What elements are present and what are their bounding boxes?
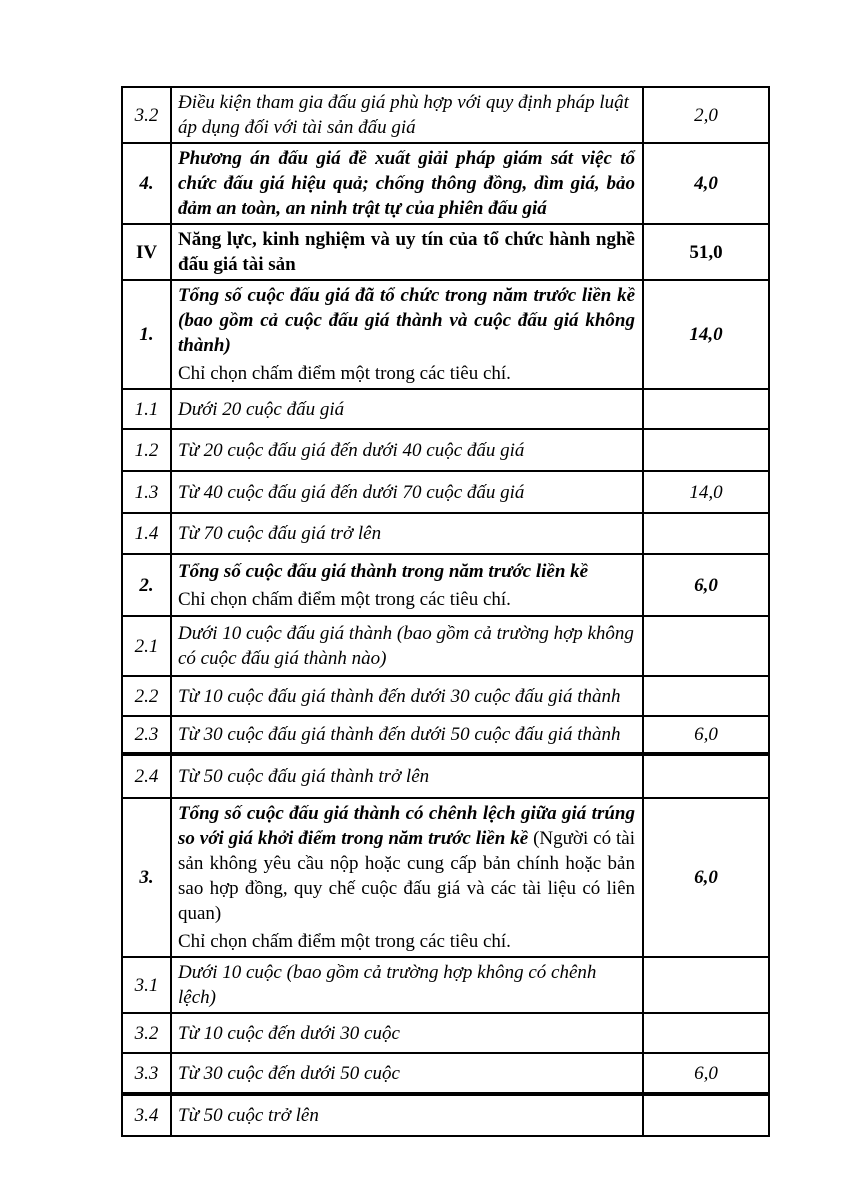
criterion-title: Phương án đấu giá đề xuất giải pháp giám sát việc tổ chức đấu giá hiệu quả; chống thông đồng, dìm giá, bảo đảm an toàn, an ninh trật tự của phiên đấu giá (178, 148, 635, 219)
score-cell: 6,0 (643, 554, 769, 616)
criterion-cell (171, 87, 643, 143)
criterion-text: Điều kiện tham gia đấu giá phù hợp với quy định pháp luật áp dụng đối với tài sản đấu giá (178, 92, 629, 138)
table-row (122, 1013, 769, 1053)
row-number: 4. (122, 143, 171, 224)
row-number: 2.3 (122, 716, 171, 754)
table-row (122, 1094, 769, 1136)
criterion-note: Chỉ chọn chấm điểm một trong các tiêu chí. (178, 931, 511, 952)
criterion-cell (171, 754, 643, 798)
criterion-text: Từ 20 cuộc đấu giá đến dưới 40 cuộc đấu giá (178, 439, 525, 461)
criterion-text: Từ 10 cuộc đến dưới 30 cuộc (178, 1022, 400, 1044)
scoring-table-container (121, 86, 768, 1137)
table-row (122, 429, 769, 471)
table-row (122, 616, 769, 676)
row-number: 1.1 (122, 389, 171, 429)
criterion-cell (171, 389, 643, 429)
criterion-text: Từ 50 cuộc trở lên (178, 1105, 319, 1126)
criterion-cell (171, 513, 643, 554)
row-number: 1.2 (122, 429, 171, 471)
scoring-table (121, 86, 770, 1137)
table-row (122, 513, 769, 554)
score-cell: 51,0 (643, 224, 769, 280)
criterion-cell (171, 1053, 643, 1094)
criterion-cell (171, 676, 643, 716)
table-row (122, 798, 769, 957)
row-number: 3. (122, 798, 171, 957)
criterion-cell (171, 1094, 643, 1136)
table-row (122, 224, 769, 280)
criterion-title: Tổng số cuộc đấu giá đã tổ chức trong năm trước liền kề (bao gồm cả cuộc đấu giá thành và cuộc đấu giá không thành) (178, 285, 635, 356)
criterion-cell (171, 957, 643, 1013)
score-cell (643, 957, 769, 1013)
criterion-cell (171, 798, 643, 957)
row-number: 3.1 (122, 957, 171, 1013)
score-cell: 14,0 (643, 471, 769, 513)
criterion-paragraph (178, 801, 635, 926)
criterion-cell (171, 1013, 643, 1053)
table-row (122, 87, 769, 143)
row-number: 2.1 (122, 616, 171, 676)
criterion-note: Chỉ chọn chấm điểm một trong các tiêu chí. (178, 588, 511, 610)
row-number: 3.3 (122, 1053, 171, 1094)
criterion-title: Tổng số cuộc đấu giá thành có chênh lệch giữa giá trúng so với giá khởi điểm trong năm trước liền kề (178, 803, 635, 849)
criterion-cell (171, 224, 643, 280)
criterion-text: Dưới 20 cuộc đấu giá (178, 398, 345, 420)
row-number: 1. (122, 280, 171, 389)
criterion-cell (171, 616, 643, 676)
row-number: 1.3 (122, 471, 171, 513)
criterion-text: Từ 30 cuộc đến dưới 50 cuộc (178, 1062, 400, 1084)
score-cell: 4,0 (643, 143, 769, 224)
table-row (122, 280, 769, 389)
row-number: 3.4 (122, 1094, 171, 1136)
score-cell: 14,0 (643, 280, 769, 389)
criterion-note: Chỉ chọn chấm điểm một trong các tiêu chí. (178, 363, 511, 384)
table-row (122, 1053, 769, 1094)
criterion-parenthetical: (Người có tài sản không yêu cầu nộp hoặc cung cấp bản chính hoặc bản sao hợp đồng, quy chế cuộc đấu giá và các tài liệu có liên quan) (178, 828, 635, 924)
criterion-title: Tổng số cuộc đấu giá thành trong năm trước liền kề (178, 560, 589, 582)
table-row (122, 471, 769, 513)
table-row (122, 143, 769, 224)
criterion-text: Từ 50 cuộc đấu giá thành trở lên (178, 766, 430, 787)
criterion-text: Từ 70 cuộc đấu giá trở lên (178, 523, 382, 544)
score-cell: 6,0 (643, 798, 769, 957)
criterion-cell (171, 716, 643, 754)
table-row (122, 716, 769, 754)
criterion-text: Từ 40 cuộc đấu giá đến dưới 70 cuộc đấu giá (178, 481, 525, 503)
criterion-cell (171, 429, 643, 471)
row-number: IV (122, 224, 171, 280)
criterion-cell (171, 554, 643, 616)
table-row (122, 554, 769, 616)
score-cell (643, 676, 769, 716)
score-cell (643, 429, 769, 471)
score-cell (643, 513, 769, 554)
row-number: 2.4 (122, 754, 171, 798)
score-cell (643, 1094, 769, 1136)
criterion-cell (171, 280, 643, 389)
table-row (122, 389, 769, 429)
score-cell (643, 389, 769, 429)
score-cell (643, 616, 769, 676)
table-row (122, 957, 769, 1013)
row-number: 3.2 (122, 1013, 171, 1053)
score-cell: 2,0 (643, 87, 769, 143)
criterion-text: Dưới 10 cuộc (bao gồm cả trường hợp không có chênh lệch) (178, 962, 597, 1008)
row-number: 2. (122, 554, 171, 616)
table-row (122, 676, 769, 716)
row-number: 3.2 (122, 87, 171, 143)
criterion-text: Từ 30 cuộc đấu giá thành đến dưới 50 cuộc đấu giá thành (178, 724, 621, 745)
row-number: 1.4 (122, 513, 171, 554)
row-number: 2.2 (122, 676, 171, 716)
score-cell (643, 1013, 769, 1053)
score-cell: 6,0 (643, 716, 769, 754)
score-cell: 6,0 (643, 1053, 769, 1094)
criterion-cell (171, 143, 643, 224)
table-row (122, 754, 769, 798)
score-cell (643, 754, 769, 798)
criterion-text: Từ 10 cuộc đấu giá thành đến dưới 30 cuộc đấu giá thành (178, 685, 621, 707)
criterion-cell (171, 471, 643, 513)
criterion-text: Dưới 10 cuộc đấu giá thành (bao gồm cả trường hợp không có cuộc đấu giá thành nào) (178, 623, 634, 669)
section-title: Năng lực, kinh nghiệm và uy tín của tổ chức hành nghề đấu giá tài sản (178, 229, 635, 275)
